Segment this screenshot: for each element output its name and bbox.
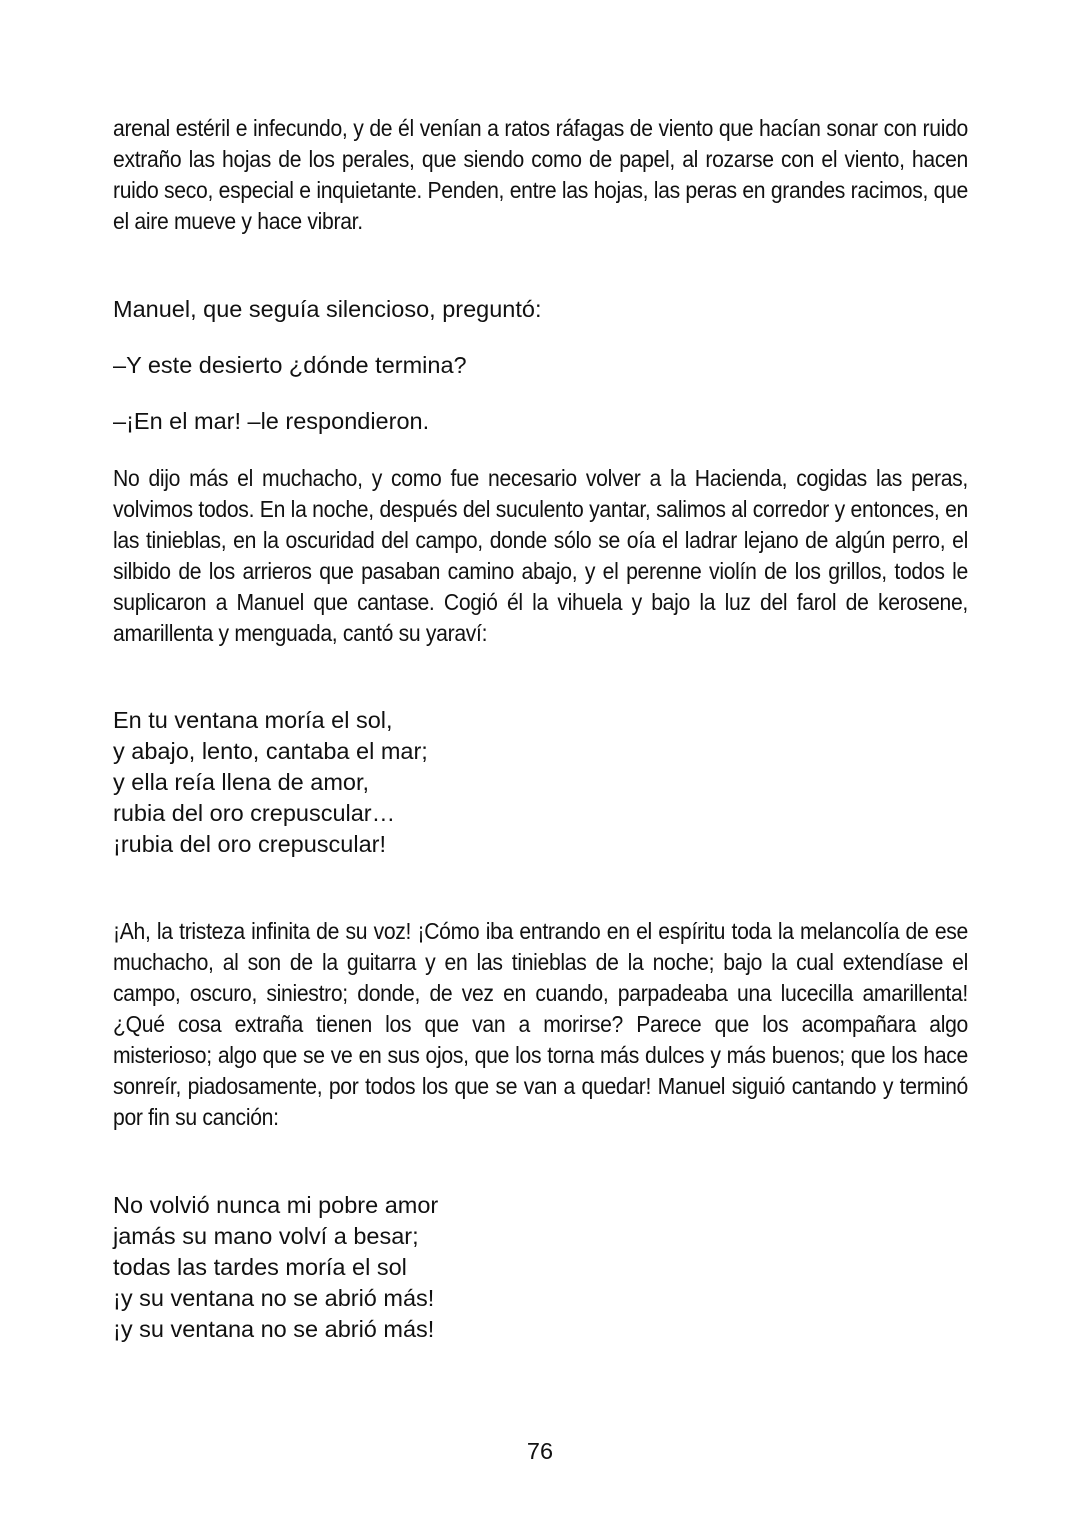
line-text: –Y este desierto ¿dónde termina? [113,352,467,378]
paragraph-text: arenal estéril e infecundo, y de él venían a ratos ráfagas de viento que hacían sonar con ruido extraño las hojas de los perales, que siendo como de papel, al rozarse con el viento, hacen ruido seco, especial e inquietante. Penden, entre las hojas, las peras en grandes racimos, que el aire mueve y hace vibrar. [113,115,968,234]
paragraph-3 [113,916,1063,1133]
page-number: 76 [526,1438,554,1464]
verse-line: ¡rubia del oro crepuscular! [113,831,386,857]
line-text: –¡En el mar! –le respondieron. [113,408,430,434]
verse-2 [113,1190,438,1345]
dialogue-line-question [113,350,467,381]
paragraph-text: ¡Ah, la tristeza infinita de su voz! ¡Cómo iba entrando en el espíritu toda la melancolía de ese muchacho, al son de la guitarra y en las tinieblas de la noche; bajo la cual extendíase el campo, oscuro, siniestro; donde, de vez en cuando, parpadeaba una lucecilla amarillenta! ¿Qué cosa extraña tienen los que van a morirse? Parece que los acompañara algo misterioso; algo que se ve en sus ojos, que los torna más dulces y más buenos; que los hace sonreír, piadosamente, por todos los que se van a quedar! Manuel siguió cantando y terminó por fin su canción: [113,918,968,1130]
paragraph-1 [113,113,1063,237]
verse-line: y abajo, lento, cantaba el mar; [113,738,428,764]
verse-line: En tu ventana moría el sol, [113,707,393,733]
verse-line: rubia del oro crepuscular… [113,800,396,826]
verse-line: jamás su mano volví a besar; [113,1223,419,1249]
paragraph-text: No dijo más el muchacho, y como fue necesario volver a la Hacienda, cogidas las peras, volvimos todos. En la noche, después del suculento yantar, salimos al corredor y entonces, en las tinieblas, en la oscuridad del campo, donde sólo se oía el ladrar lejano de algún perro, el silbido de los arrieros que pasaban camino abajo, y el perenne violín de los grillos, todos le suplicaron a Manuel que cantase. Cogió él la vihuela y bajo la luz del farol de kerosene, amarillenta y menguada, cantó su yaraví: [113,465,968,646]
line-text: Manuel, que seguía silencioso, preguntó: [113,296,542,322]
verse-line: ¡y su ventana no se abrió más! [113,1285,435,1311]
verse-line: ¡y su ventana no se abrió más! [113,1316,435,1342]
paragraph-2 [113,463,1063,649]
verse-line: todas las tardes moría el sol [113,1254,407,1280]
narration-line [113,294,542,325]
verse-line: No volvió nunca mi pobre amor [113,1192,439,1218]
verse-1 [113,705,428,860]
verse-line: y ella reía llena de amor, [113,769,370,795]
dialogue-line-answer [113,406,429,437]
